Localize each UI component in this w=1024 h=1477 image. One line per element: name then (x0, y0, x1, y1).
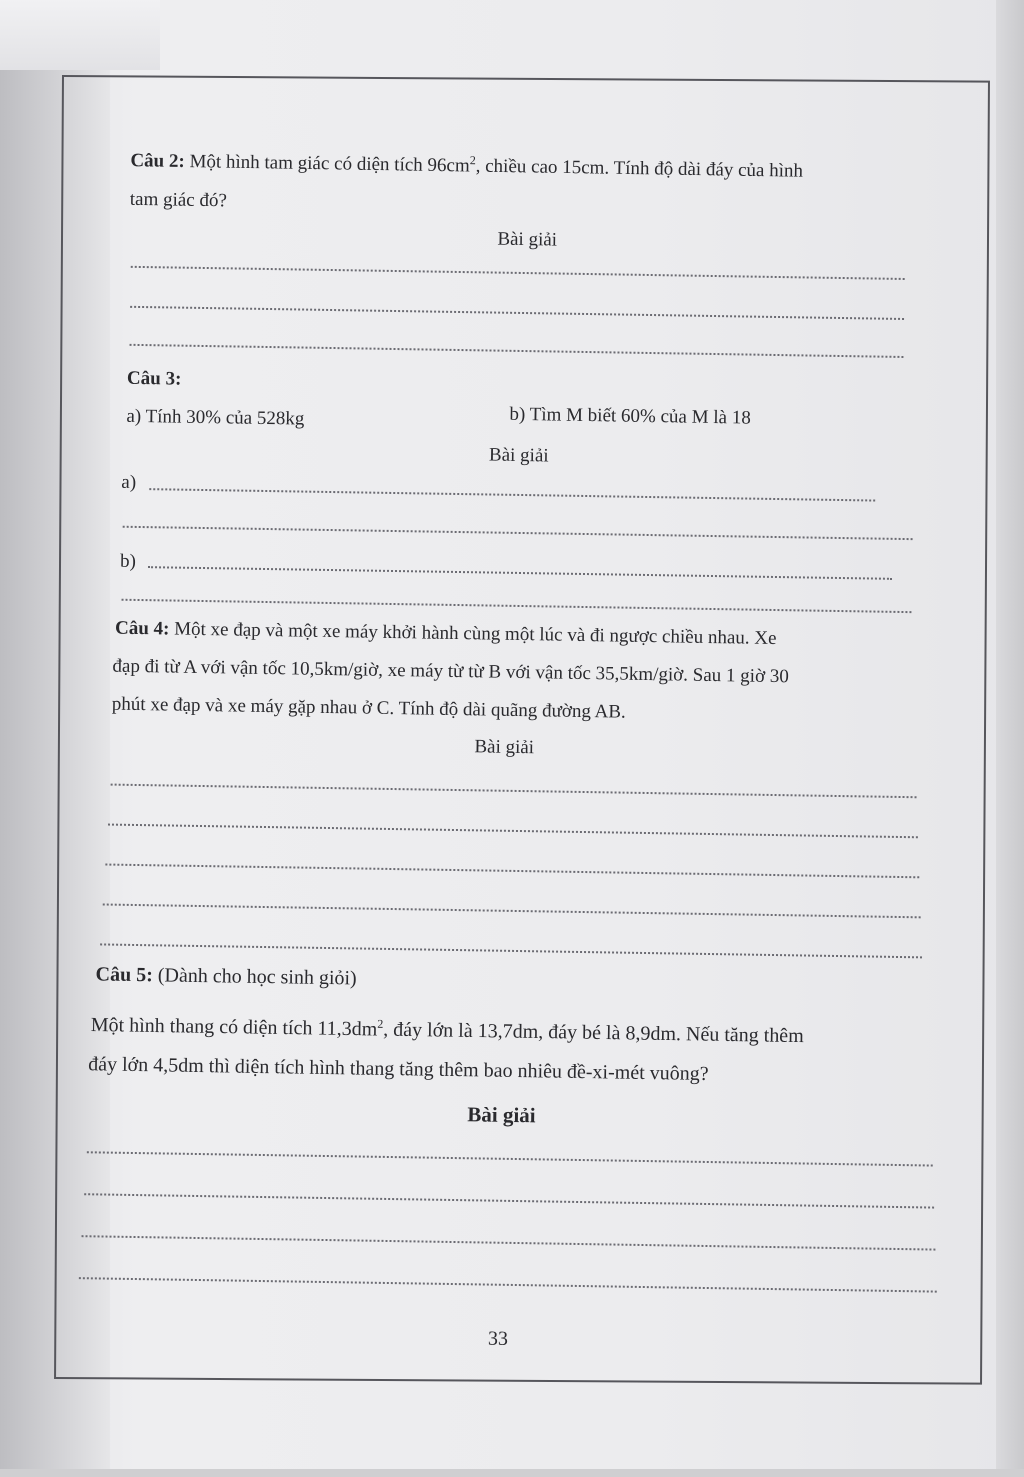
q4-answer-line-5[interactable] (100, 943, 922, 958)
q2-text-a: Một hình tam giác có diện tích (184, 150, 428, 176)
q4-answer-line-2[interactable] (108, 824, 918, 839)
q5-solution-label: Bài giải (467, 1102, 536, 1128)
q5-label: Câu 5: (95, 963, 154, 987)
q2-answer-line-3[interactable] (130, 344, 904, 358)
q3-answer-b-line-1[interactable] (148, 566, 892, 580)
q4-answer-line-1[interactable] (111, 784, 917, 799)
q3-label (127, 368, 182, 391)
q4-label: Câu 4: (114, 617, 170, 640)
q2-text-b: , chiều cao 15cm. Tính độ dài đáy của hình (475, 155, 804, 182)
q2-line1 (130, 144, 803, 183)
q5-line-title (95, 963, 356, 989)
q2-answer-line-2[interactable] (130, 306, 904, 320)
q5-answer-line-4[interactable] (79, 1277, 937, 1292)
q4-text-a: Một xe đạp và một xe máy khởi hành cùng một lúc và đi ngược chiều nhau. Xe (169, 618, 777, 650)
q5-answer-line-3[interactable] (82, 1235, 936, 1250)
q3-label-text: Câu 3: (126, 367, 182, 390)
q5-line2: đáy lớn 4,5dm thì diện tích hình thang tăng thêm bao nhiêu đề-xi-mét vuông? (88, 1053, 709, 1086)
q2-label: Câu 2: (130, 150, 185, 172)
q2-solution-label: Bài giải (497, 228, 558, 251)
q5-area-exp: 2 (377, 1016, 384, 1031)
q5-area: 11,3dm (317, 1017, 378, 1041)
q5-line1 (91, 1008, 804, 1047)
q3-part-b: b) Tìm M biết 60% của M là 18 (509, 403, 751, 429)
q3-part-a: a) Tính 30% của 528kg (126, 405, 305, 430)
q5-text-b: , đáy lớn là 13,7dm, đáy bé là 8,9dm. Nếu tăng thêm (383, 1018, 804, 1048)
q3-solution-label: Bài giải (488, 444, 549, 467)
q5-text-a: Một hình thang có diện tích (90, 1013, 318, 1040)
q2-answer-line-1[interactable] (131, 266, 905, 280)
q3-answer-b-line-2[interactable] (122, 599, 912, 613)
q5-answer-line-2[interactable] (84, 1193, 934, 1208)
q4-solution-label: Bài giải (474, 736, 535, 759)
q4-line3: phút xe đạp và xe máy gặp nhau ở C. Tính độ dài quãng đường AB. (111, 693, 626, 723)
q2-area: 96cm (427, 154, 470, 177)
q5-answer-line-1[interactable] (87, 1151, 933, 1166)
q2-area-exp: 2 (469, 153, 476, 168)
q4-line1 (115, 618, 777, 650)
page-number: 33 (487, 1327, 509, 1350)
q5-note: (Dành cho học sinh giỏi) (152, 964, 357, 990)
q4-answer-line-3[interactable] (105, 864, 919, 879)
q4-answer-line-4[interactable] (103, 903, 921, 918)
q3-answer-b-label: b) (119, 550, 137, 572)
q4-line2: đạp đi từ A với vận tốc 10,5km/giờ, xe máy từ từ B với vận tốc 35,5km/giờ. Sau 1 giờ 30 (112, 655, 789, 688)
q3-answer-a-label: a) (121, 471, 137, 493)
q3-answer-a-line-1[interactable] (149, 488, 875, 501)
q3-answer-a-line-2[interactable] (123, 526, 913, 540)
q2-line2: tam giác đó? (129, 188, 228, 212)
